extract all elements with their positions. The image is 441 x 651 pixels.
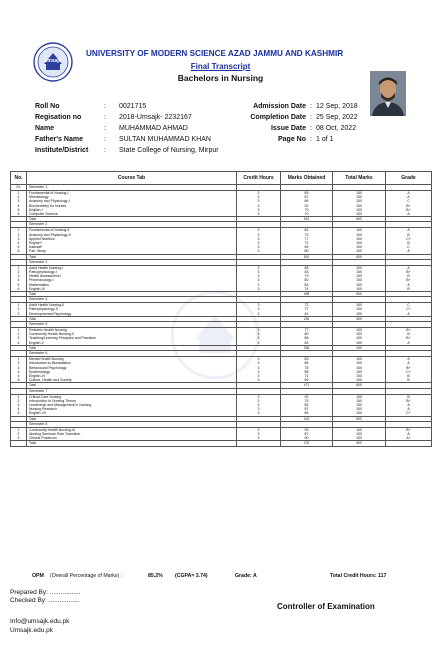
semester-name: Semester 1 <box>27 185 237 191</box>
registration-value: 2018-Umsajk- 2232167 <box>119 114 192 121</box>
total-marks: 100 100 100 <box>333 303 386 317</box>
completion-value: 25 Sep, 2022 <box>316 114 358 121</box>
opm-description: (Overall Percentage of Marks) : <box>50 573 123 579</box>
roll-label: Roll No <box>35 103 60 110</box>
overall-grade: Grade: A <box>235 573 257 579</box>
total-marks: 100 100 100 100 100 100 <box>333 191 386 217</box>
grades: A A B+ C+ B B <box>386 357 432 383</box>
colon: : <box>310 103 312 110</box>
semester-total-marks: 600 <box>333 254 386 259</box>
semester-total-marks-obtained: 326 <box>281 345 333 350</box>
institute-value: State College of Nursing, Mirpur <box>119 147 219 154</box>
issue-value: 08 Oct, 2022 <box>316 125 357 132</box>
grades: A B+ B B+ A B <box>386 265 432 291</box>
semester-name: Semester 5 <box>27 322 237 328</box>
course-names: Pediatric Health Nursing Community Health Nursing-II Teaching/Learning Principles and Practices English-V <box>27 328 237 346</box>
semester-name: Semester 2 <box>27 222 237 228</box>
semester-name: Semester 4 <box>27 297 237 303</box>
semester-total-marks-obtained: 431 <box>281 416 333 421</box>
prepared-by: Prepared By: ................. <box>10 589 81 596</box>
semester-total-marks: 500 <box>333 416 386 421</box>
course-names: Critical Care Nursing Introduction to Nursing Theory Leadership and Management in Nursing Nursing Research English-VII <box>27 394 237 416</box>
semester-total-marks-obtained: 499 <box>281 292 333 297</box>
course-names: Fundamental of Nursing-I Microbiology Anatomy and Physiology-I Biochemistry for Nurses English-I Computer Science <box>27 191 237 217</box>
credit-hours: 3 3 3 3 3 3 <box>237 228 281 254</box>
colon: : <box>104 125 106 132</box>
semester-total-marks: 600 <box>333 383 386 388</box>
course-names: Adult Health Nursing-II Pathophysiology-II Developmental Psychology <box>27 303 237 317</box>
total-credit-hours: Total Credit Hours: 117 <box>330 573 387 579</box>
course-numbers: 1 2 3 4 5 6 <box>11 228 27 254</box>
course-numbers: 1 2 3 4 5 6 <box>11 191 27 217</box>
colon: : <box>310 125 312 132</box>
roll-value: 0021715 <box>119 103 147 110</box>
final-transcript-title: Final Transcript <box>190 62 251 71</box>
total-marks: 100 100 100 100 100 <box>333 394 386 416</box>
credit-hours: 3 3 3 3 3 <box>237 394 281 416</box>
header-credit-hours: Credit Hours <box>237 172 281 185</box>
colon: : <box>310 136 312 143</box>
grades: B B+ A A C+ <box>386 394 432 416</box>
marks-obtained: 92 79 84 87 89 <box>281 394 333 416</box>
semester-total-marks: 400 <box>333 345 386 350</box>
course-numbers: 1 2 3 <box>11 303 27 317</box>
website-link[interactable]: Umsajk.edu.pk <box>10 627 53 634</box>
opm-label: OPM <box>32 573 44 579</box>
student-photo <box>370 71 406 116</box>
university-name: UNIVERSITY OF MODERN SCIENCE AZAD JAMMU AND KASHMIR <box>86 49 344 58</box>
issue-label: Issue Date <box>270 125 306 132</box>
credit-hours: 3 3 3 3 <box>237 328 281 346</box>
program-title: Bachelors in Nursing <box>177 73 264 83</box>
semester-total-marks-obtained: 270 <box>281 441 333 446</box>
header-total-marks: Total Marks <box>333 172 386 185</box>
admission-label: Admission Date <box>253 103 306 110</box>
semester-name: Semester 3 <box>27 259 237 265</box>
header-course: Course Tab <box>27 172 237 185</box>
semester-total-label: Total <box>27 345 237 350</box>
semester-total-label: Total <box>27 441 237 446</box>
semester-total-marks: 600 <box>333 292 386 297</box>
marks-obtained: 77 80 86 83 <box>281 328 333 346</box>
course-numbers: 1 2 3 4 5 <box>11 394 27 416</box>
grades: B+ B B+ A <box>386 328 432 346</box>
semester-total-marks: 600 <box>333 217 386 222</box>
course-names: Fundamental of Nursing-II Anatomy and Physiology-II Applied Nutrition English* Islamiat* Pak. Study <box>27 228 237 254</box>
semester-total-marks-obtained: 510 <box>281 254 333 259</box>
cgpa: (CGPA= 3.74) <box>175 573 208 579</box>
semester-total-label: Total <box>27 383 237 388</box>
total-marks: 100 100 100 100 100 100 <box>333 357 386 383</box>
marks-obtained: 88 83 79 80 83 74 <box>281 265 333 291</box>
registration-label: Regisation no <box>35 114 82 121</box>
grades: C C+ A <box>386 303 432 317</box>
transcript-table <box>10 171 432 447</box>
credit-hours: 3 3 3 3 3 3 <box>237 191 281 217</box>
grades: A A C B+ B+ A <box>386 191 432 217</box>
name-label: Name <box>35 125 55 132</box>
checked-by: Checked By: ................. <box>10 597 80 604</box>
semester-total-marks-obtained: 471 <box>281 383 333 388</box>
semester-total-marks-obtained: 512 <box>281 217 333 222</box>
course-numbers: 1 2 3 4 <box>11 328 27 346</box>
semester-total-label: Total <box>27 292 237 297</box>
total-marks: 100 100 100 <box>333 427 386 441</box>
marks-obtained: 93 87 90 <box>281 427 333 441</box>
header-grade: Grade <box>386 172 432 185</box>
marks-obtained: 83 85 75 88 71 69 <box>281 357 333 383</box>
marks-obtained: 82 79 77 72 69 80 <box>281 228 333 254</box>
semester-name: Semester 8 <box>27 421 237 427</box>
page-label: Page No <box>277 136 306 143</box>
name-value: MUHAMMAD AHMAD <box>119 125 188 132</box>
header-no: No. <box>11 172 27 185</box>
semester-total-label: Total <box>27 217 237 222</box>
credit-hours: 3 3 3 3 3 3 <box>237 265 281 291</box>
course-names: Adult Health Nursing-I Pathophysiology-I Health Assessment-I Pharmacology-I Mathematics English-III <box>27 265 237 291</box>
opm-percentage: 85.2% <box>148 573 163 579</box>
course-numbers: 1 2 3 <box>11 427 27 441</box>
colon: : <box>104 103 106 110</box>
colon: : <box>104 114 106 121</box>
credit-hours: 3 3 3 3 3 3 <box>237 357 281 383</box>
marks-obtained: 72 77 81 <box>281 303 333 317</box>
semester-total-marks: 300 <box>333 316 386 321</box>
course-names: Mental Health Nursing Introduction to Biostatistics Behavioural Psychology Epidemiology English-VI Culture, Health and Society <box>27 357 237 383</box>
credit-hours: 3 3 3 <box>237 427 281 441</box>
semester-total-label: Total <box>27 416 237 421</box>
total-marks: 100 100 100 100 <box>333 328 386 346</box>
semester-total-label: Total <box>27 254 237 259</box>
colon: : <box>310 114 312 121</box>
course-numbers: 1 2 3 4 5 6 <box>11 357 27 383</box>
email-link[interactable]: Info@umsajk.edu.pk <box>10 618 70 625</box>
course-numbers: 1 2 3 4 5 6 <box>11 265 27 291</box>
semester-total-marks-obtained: 230 <box>281 316 333 321</box>
total-marks: 100 100 100 100 100 100 <box>333 265 386 291</box>
grades: A B C+ B C A <box>386 228 432 254</box>
course-names: Community Health Nursing-III Nursing Seminar/ Role Transition Clinical Practicum <box>27 427 237 441</box>
admission-value: 12 Sep, 2018 <box>316 103 358 110</box>
semester-total-marks: 300 <box>333 441 386 446</box>
completion-label: Completion Date <box>250 114 306 121</box>
institute-label: Institute/District <box>35 147 89 154</box>
semester-name: Semester 7 <box>27 388 237 394</box>
grades: B+ A A+ <box>386 427 432 441</box>
credit-hours: 3 3 3 <box>237 303 281 317</box>
semester-name: Semester 6 <box>27 351 237 357</box>
father-value: SULTAN MUHAMMAD KHAN <box>119 136 211 143</box>
colon: : <box>104 136 106 143</box>
marks-obtained: 89 67 66 92 79 70 <box>281 191 333 217</box>
svg-text:umsajk: umsajk <box>44 58 62 64</box>
controller-of-examination: Controller of Examination <box>277 602 375 611</box>
colon: : <box>104 147 106 154</box>
sr-label: Sr. <box>11 185 27 191</box>
total-marks: 100 100 100 100 100 100 <box>333 228 386 254</box>
father-label: Father's Name <box>35 136 83 143</box>
semester-total-label: Total <box>27 316 237 321</box>
header-marks-obtained: Marks Obtained <box>281 172 333 185</box>
page-value: 1 of 1 <box>316 136 334 143</box>
opm-bar <box>10 572 431 581</box>
